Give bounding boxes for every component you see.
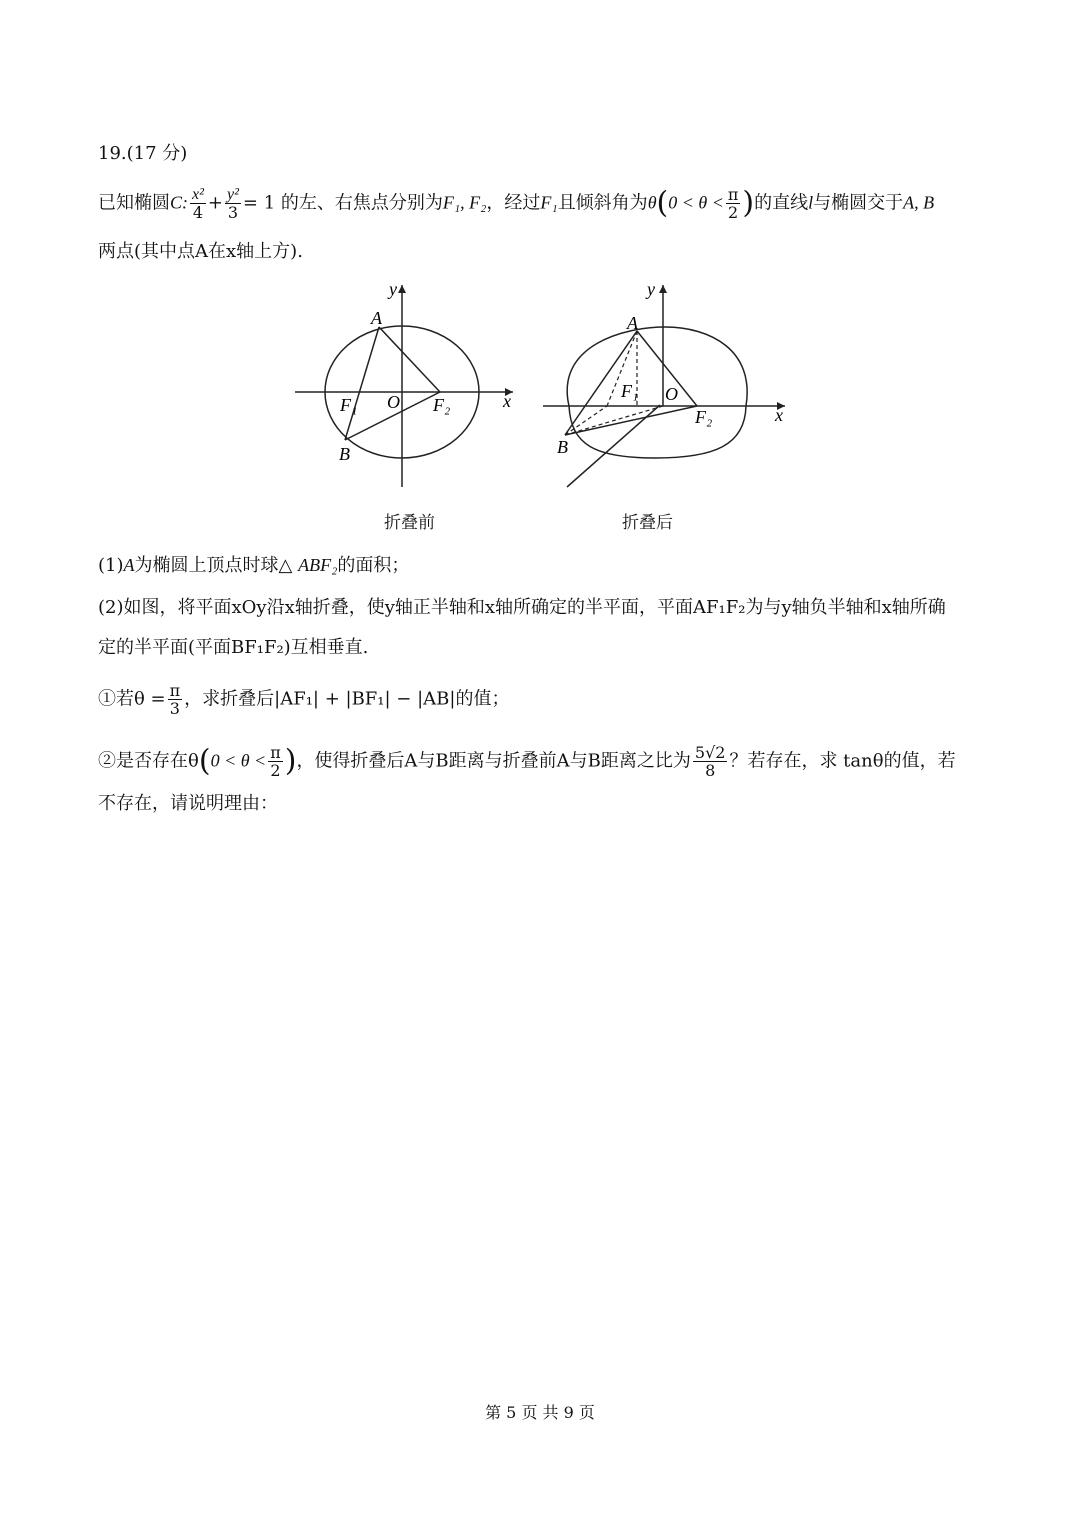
figure-before-fold xyxy=(285,275,525,495)
caption-after-fold: 折叠后 xyxy=(622,513,673,533)
label-A: A xyxy=(371,308,382,328)
sub-question-2-line2: 不存在，请说明理由： xyxy=(98,793,278,814)
label-y: y xyxy=(389,279,397,299)
dash-B-O xyxy=(565,406,663,435)
page-footer: 第 5 页 共 9 页 xyxy=(485,1403,595,1422)
range-frac: $\frac{\pi}{2}$ xyxy=(727,185,739,222)
eq-rhs: = 1 xyxy=(242,192,276,214)
theta-frac: $\frac{\pi}{3}$ xyxy=(169,681,181,718)
label-O: O xyxy=(665,384,678,404)
label-B: B xyxy=(339,444,350,464)
intro-a: 已知椭圆 xyxy=(98,192,170,214)
range-frac: $\frac{\pi}{2}$ xyxy=(270,743,281,780)
sub-question-2-line1: ②是否存在θ(0 < θ < $\frac{\pi}{2}$ )，使得折叠后A与B距离与折叠前A与B距离之比为 $\frac{5√2}{8}$ ？若存在，求 tanθ的值，若 xyxy=(98,743,956,780)
oblique-y-axis xyxy=(567,405,660,487)
label-B: B xyxy=(557,437,568,457)
problem-statement-line1: 已知椭圆C: $\frac{\text{x²}}{4}$ + $\frac{\text{y²}}{3}$ = 1 的左、右焦点分别为F₁, F₂，经过F₁且倾斜角为θ(0 < θ < $\frac{\pi}{2}$ )的直线l与椭圆交于A, B xyxy=(98,185,935,222)
label-F1: F₁ xyxy=(340,395,358,415)
y-arrow-icon xyxy=(398,285,406,293)
foci: F₁, F₂ xyxy=(442,192,487,213)
label-y: y xyxy=(647,279,655,299)
figure-after-fold xyxy=(535,275,805,495)
part-2-line2: 定的半平面(平面BF₁F₂)互相垂直. xyxy=(98,637,369,658)
label-A: A xyxy=(627,313,638,333)
label-F2: F₂ xyxy=(433,395,451,415)
label-x: x xyxy=(775,405,783,425)
label-O: O xyxy=(387,392,400,412)
eq-frac-y: $\frac{\text{y²}}{3}$ xyxy=(227,186,239,222)
y-arrow-icon xyxy=(659,285,667,293)
label-F2: F₂ xyxy=(695,407,713,427)
sub-question-1: ①若θ = $\frac{\pi}{3}$ ，求折叠后|AF₁| + |BF₁| − |AB|的值； xyxy=(98,681,510,718)
problem-statement-line2: 两点(其中点A在x轴上方). xyxy=(98,241,303,262)
part-1: (1)A为椭圆上顶点时球△ ABF₂的面积； xyxy=(98,555,410,576)
segment-AF2 xyxy=(379,327,440,392)
ratio-frac: $\frac{5√2}{8}$ xyxy=(694,743,726,780)
label-x: x xyxy=(503,391,511,411)
label-F1: F₁ xyxy=(621,381,639,401)
eq-frac-x: $\frac{\text{x²}}{4}$ xyxy=(192,186,204,222)
caption-before-fold: 折叠前 xyxy=(384,513,435,533)
part-2-line1: (2)如图，将平面xOy沿x轴折叠，使y轴正半轴和x轴所确定的半平面，平面AF₁F₂为与y轴负半轴和x轴所确 xyxy=(98,597,946,618)
problem-number: 19.(17 分) xyxy=(98,143,188,164)
ellipse-name: C: xyxy=(170,192,188,213)
